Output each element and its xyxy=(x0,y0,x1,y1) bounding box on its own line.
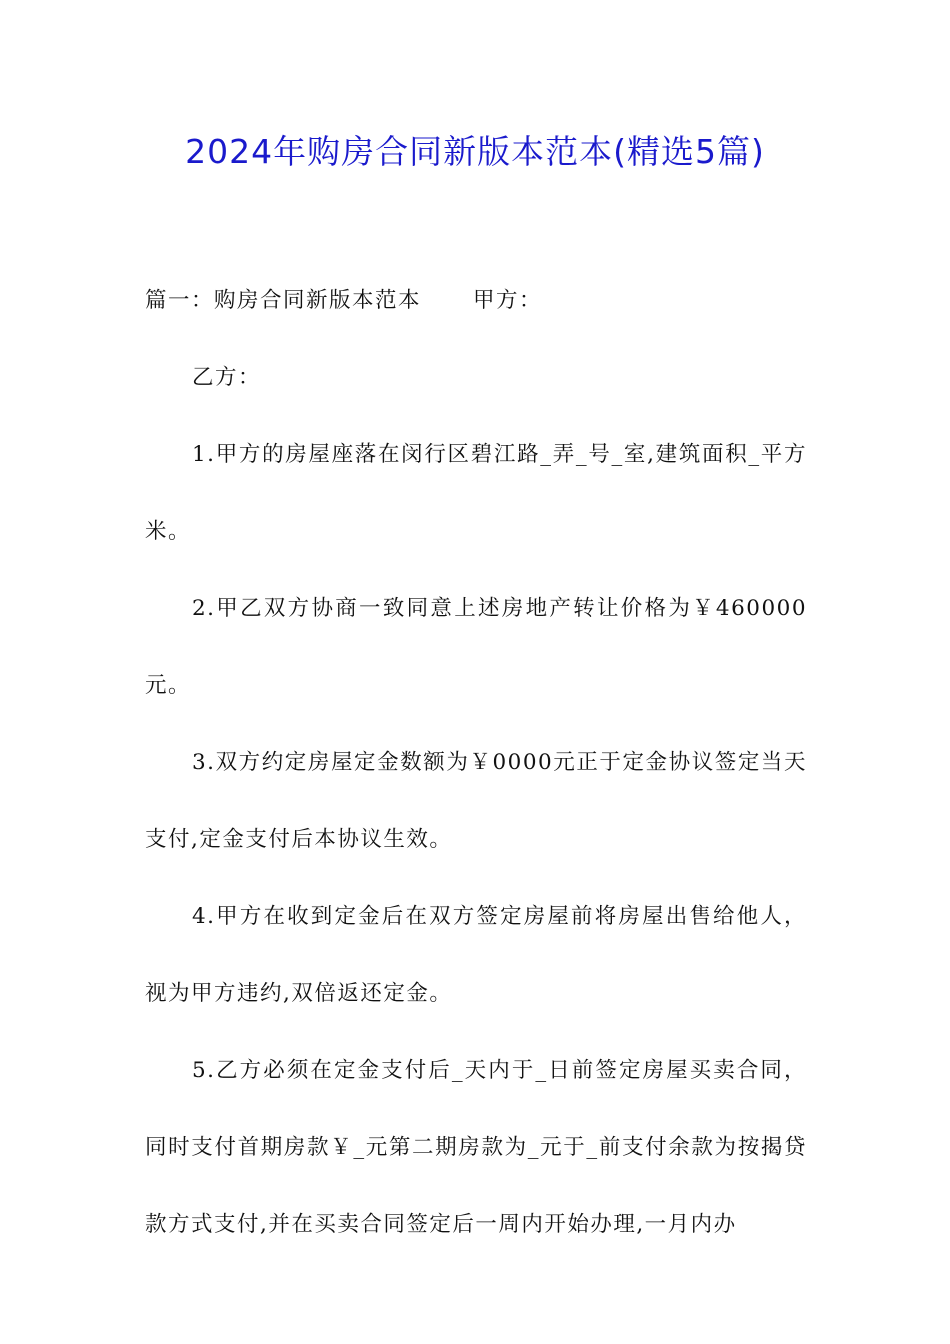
clause-5: 5.乙方必须在定金支付后_天内于_日前签定房屋买卖合同，同时支付首期房款￥_元第二期房款为_元于_前支付余款为按揭贷款方式支付,并在买卖合同签定后一周内开始办理,一月内办 xyxy=(145,1058,807,1237)
section-heading-line xyxy=(145,262,807,339)
clause-4: 4.甲方在收到定金后在双方签定房屋前将房屋出售给他人，视为甲方违约,双倍返还定金。 xyxy=(145,904,807,1006)
section-heading: 篇一：购房合同新版本范本 xyxy=(145,288,422,313)
clause-1: 1.甲方的房屋座落在闵行区碧江路_弄_号_室,建筑面积_平方米。 xyxy=(145,442,807,544)
document-title: 2024年购房合同新版本范本(精选5篇) xyxy=(185,132,765,171)
party-b-label: 乙方： xyxy=(192,365,262,390)
clause-2: 2.甲乙双方协商一致同意上述房地产转让价格为￥460000元。 xyxy=(145,596,807,698)
clause-3: 3.双方约定房屋定金数额为￥0000元正于定金协议签定当天支付,定金支付后本协议生效。 xyxy=(145,750,807,852)
document-body xyxy=(145,262,807,1263)
party-a-label: 甲方： xyxy=(473,288,543,313)
